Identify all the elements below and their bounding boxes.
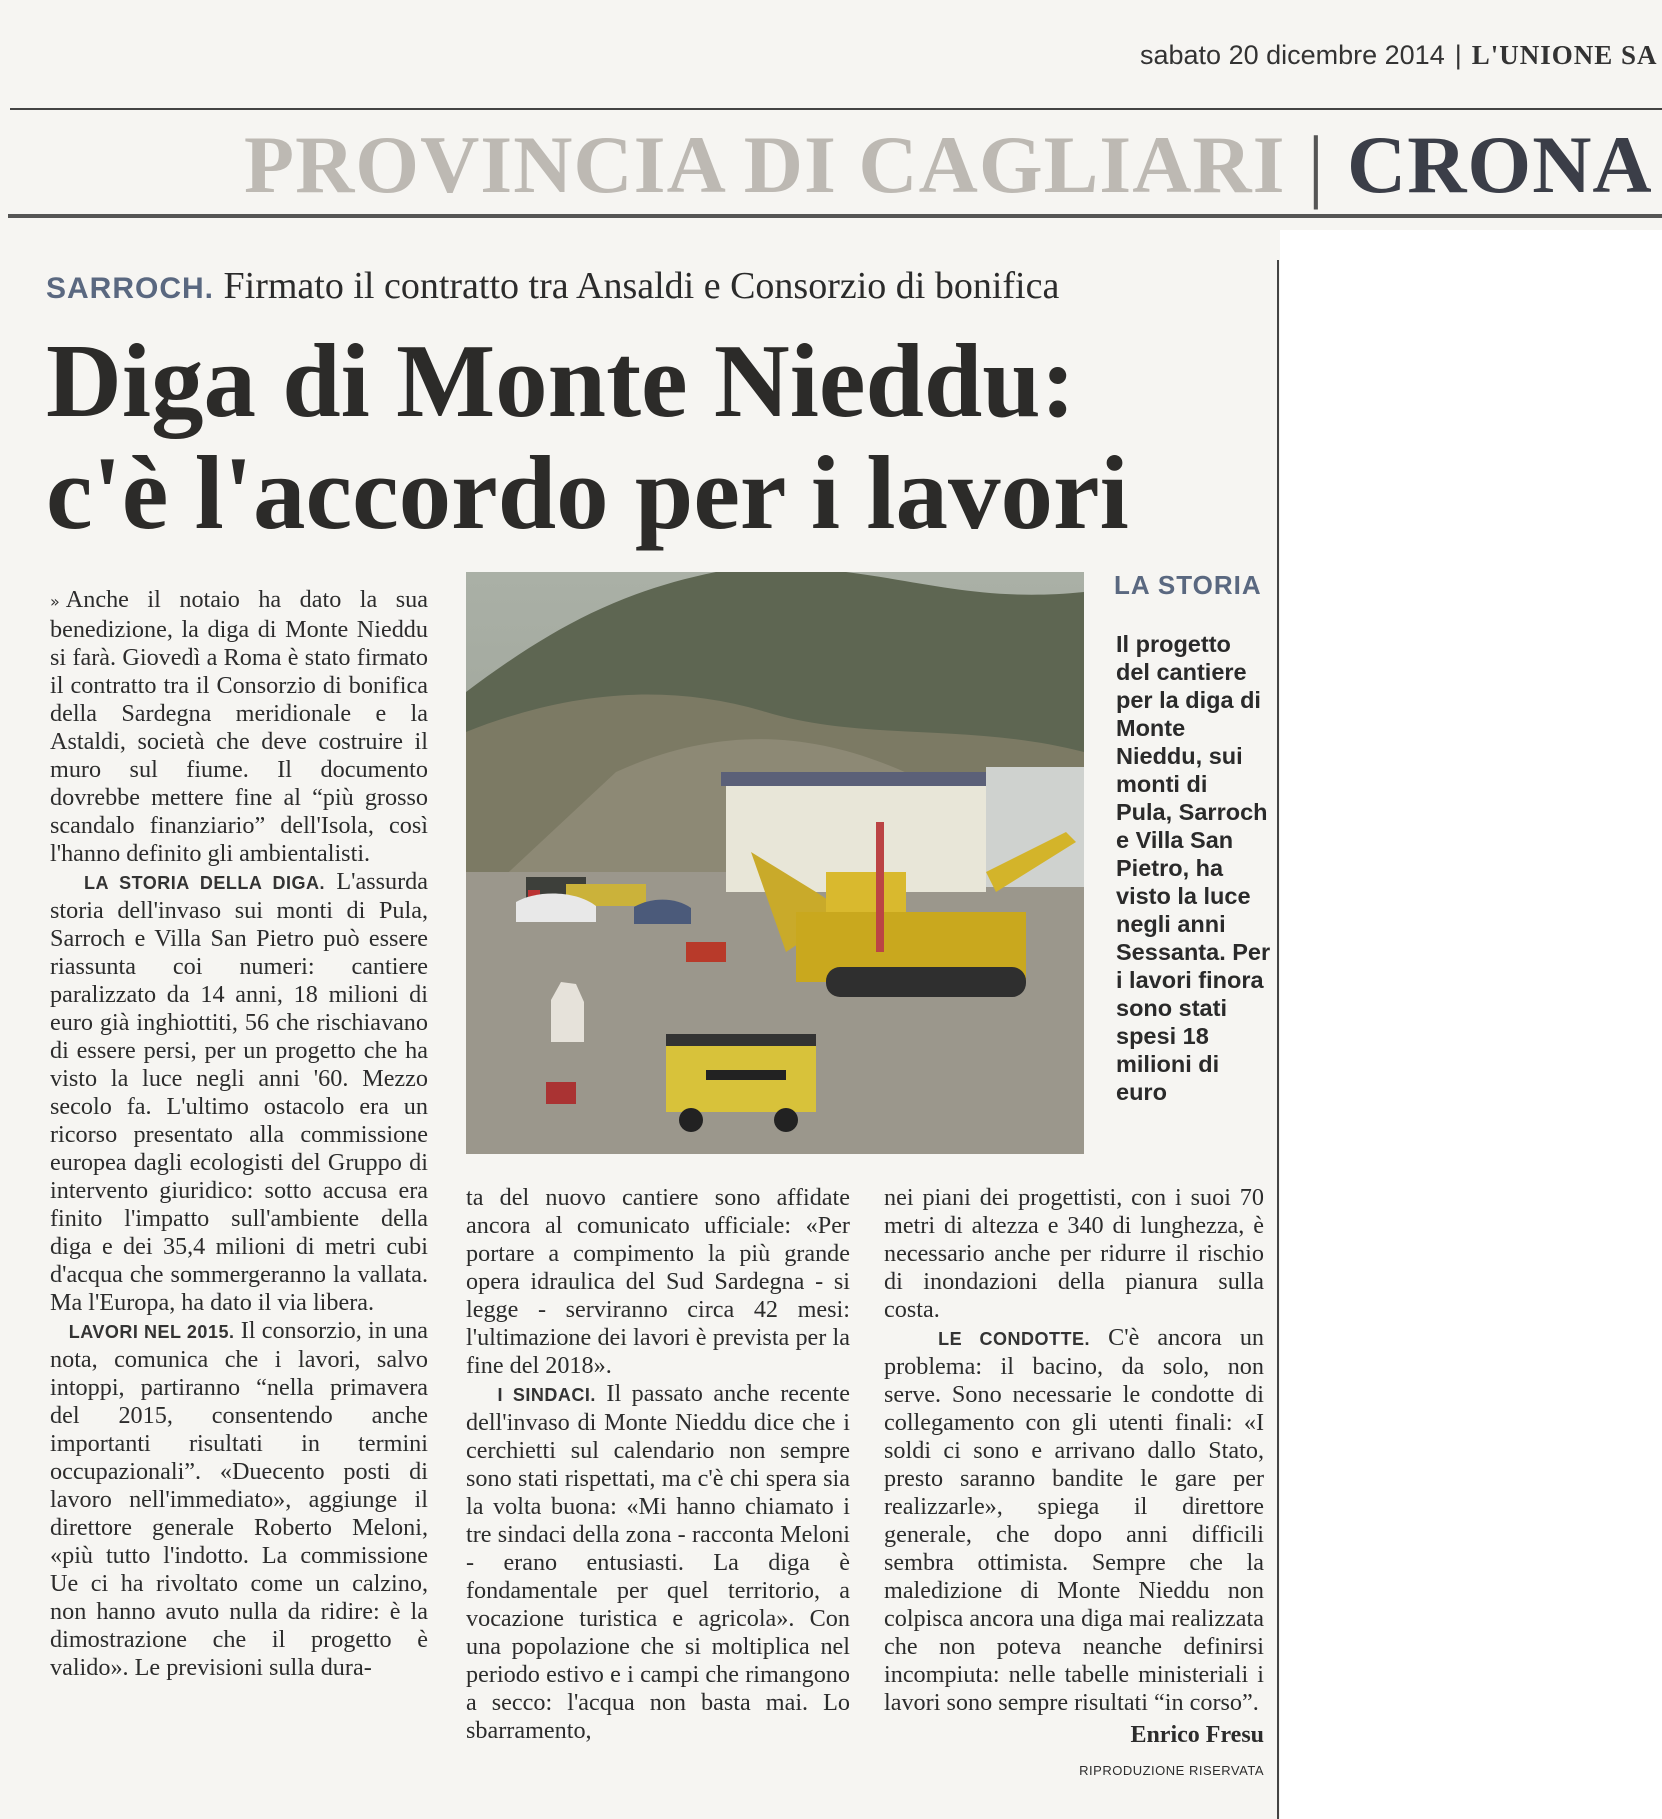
dateline [1140,40,1658,71]
sidebar-line: euro [1116,1079,1167,1105]
sidebar-title: LA STORIA [1114,570,1262,600]
section-title: PROVINCIA DI CAGLIARI [244,119,1286,210]
copyright-notice: RIPRODUZIONE RISERVATA [1079,1763,1264,1778]
headline-line-1: Diga di Monte Nieddu: [46,322,1076,439]
paragraph: nei piani dei progettisti, con i suoi 70 metri di altezza e 340 di lunghezza, è necessario anche per ridurre il rischio di inondazioni della pianura sulla costa. [884,1184,1264,1323]
sidebar-line: Il progetto [1116,631,1231,657]
paragraph-text: Il passato anche recente dell'invaso di Monte Nieddu dice che i cerchietti sul calendario non sempre sono stati rispettati, ma c'è chi spera sia la volta buona: «Mi hanno chiamato i tre sindaci della zona - racconta Meloni - erano entusiasti. La diga è fondamentale per quel territorio, a vocazione turistica e agricola». Con una popolazione che si moltiplica nel periodo estivo e i campi che rimangono a secco: l'acqua non basta mai. Lo sbarramento, [466,1380,851,1744]
paragraph [466,1380,850,1745]
article-column-3 [884,1184,1264,1785]
dateline-separator: | [1454,40,1462,70]
sidebar-line: Sessanta. Per [1116,939,1271,965]
paragraph [884,1324,1264,1717]
section-rule [8,214,1662,218]
author-byline: Enrico Fresu [1130,1722,1264,1748]
lead-text: Anche il notaio ha dato la sua benedizione, la diga di Monte Nieddu si farà. Giovedì a Roma è stato firmato il contratto tra il Consorzio di bonifica della Sardegna meridionale e la Astaldi, società che deve costruire il muro sul fiume. Il documento dovrebbe mettere fine al “più grosso scandalo finanziario” dell'Isola, così l'hanno definito gli ambientalisti. [50,586,428,867]
sidebar-line: Pietro, ha [1116,855,1224,881]
section-next: CRONA [1346,119,1653,210]
top-rule [10,108,1662,110]
kicker [46,264,1059,308]
sidebar-line: per la diga di [1116,687,1261,713]
subhead-sindaci: I SINDACI. [497,1385,596,1405]
sidebar-line: Monte [1116,715,1186,741]
sidebar-line: Pula, Sarroch [1116,799,1268,825]
sidebar-line: visto la luce [1116,883,1251,909]
sidebar-line: del cantiere [1116,659,1247,685]
paragraph-text: Il consorzio, in una nota, comunica che i lavori, salvo intoppi, partiranno “nella primavera del 2015, consentendo anche importanti risultati in termini occupazionali”. «Duecento posti di lavoro nell'immediato», aggiunge il direttore generale Roberto Meloni, «più tutto l'indotto. La commissione Ue ci ha rivoltato come un calzino, non hanno avuto nulla da ridire: è la dimostrazione che il progetto è valido». Le previsioni sulla dura- [50,1317,428,1681]
kicker-place: SARROCH. [46,272,215,305]
sidebar-line: spesi 18 [1116,1023,1209,1049]
photo-illustration [466,572,1084,1154]
article-column-1 [50,586,428,1682]
kicker-text: Firmato il contratto tra Ansaldi e Consorzio di bonifica [223,265,1060,307]
sidebar-line: negli anni [1116,911,1226,937]
section-bar: | [1307,119,1325,210]
paragraph [50,1317,428,1682]
section-header [244,118,1653,212]
sidebar-line: monti di [1116,771,1208,797]
sidebar-line: sono stati [1116,995,1227,1021]
paragraph [50,868,428,1317]
paragraph: ta del nuovo cantiere sono affidate ancora al comunicato ufficiale: «Per portare a compimento la più grande opera idraulica del Sud Sardegna - si legge - serviranno circa 42 mesi: l'ultimazione dei lavori è prevista per la fine del 2018». [466,1184,850,1379]
sidebar-text [1116,630,1276,1106]
blank-margin [1280,230,1662,1819]
headline-line-2: c'è l'accordo per i lavori [46,434,1129,551]
construction-site-photo [466,572,1084,1154]
newspaper-name: L'UNIONE SA [1471,40,1658,70]
lead-marker-icon: » [50,592,60,611]
sidebar-line: Nieddu, sui [1116,743,1243,769]
article-column-2 [466,1184,850,1745]
paragraph-text: C'è ancora un problema: il bacino, da solo, non serve. Sono necessarie le condotte di collegamento con gli utenti finali: «I soldi ci sono e arrivano dallo Stato, presto saranno bandite le gare per realizzarle», spiega il direttore generale, che dopo anni difficili sembra ottimista. Sempre che la maledizione di Monte Nieddu non colpisca ancora una diga mai realizzata che non poteva neanche definirsi incompiuta: nelle tabelle ministeriali i lavori sono sempre risultati “in corso”. [884,1324,1265,1716]
subhead-condotte: LE CONDOTTE. [938,1329,1091,1349]
paragraph-text: L'assurda storia dell'invaso sui monti di Pula, Sarroch e Villa San Pietro può essere riassunta coi numeri: cantiere paralizzato da 14 anni, 18 milioni di euro già inghiottiti, 56 che rischiavano di essere persi, per un progetto che ha visto la luce negli anni '60. Mezzo secolo fa. L'ultimo ostacolo era un ricorso presentato alla commissione europea dagli ecologisti del Gruppo di intervento giuridico: sotto accusa era finito l'impatto sull'ambiente della diga e dei 35,4 milioni di metri cubi d'acqua che sommergeranno la vallata. Ma l'Europa, ha dato il via libera. [50,868,428,1316]
lead-paragraph [50,586,428,868]
sidebar-line: milioni di [1116,1051,1220,1077]
sidebar-line: e Villa San [1116,827,1234,853]
subhead-lavori: LAVORI NEL 2015. [68,1322,235,1342]
headline [46,322,1286,551]
subhead-storia: LA STORIA DELLA DIGA. [83,873,325,893]
issue-date: sabato 20 dicembre 2014 [1140,40,1445,70]
sidebar-line: i lavori finora [1116,967,1264,993]
